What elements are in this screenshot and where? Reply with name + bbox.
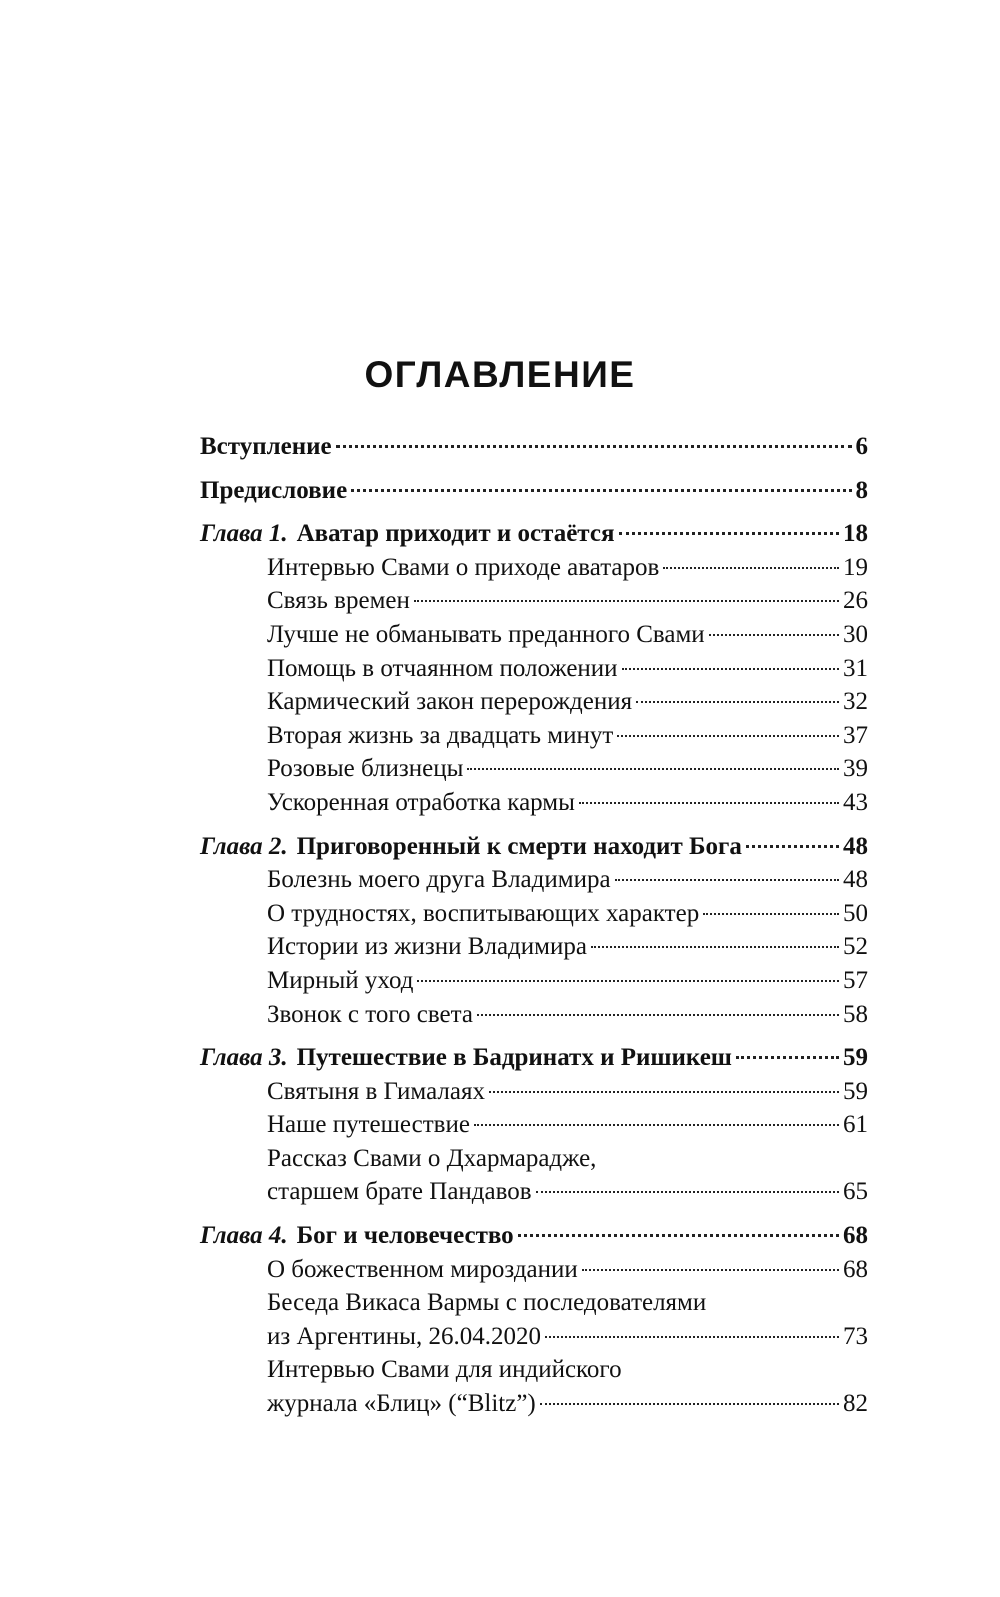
toc-item[interactable] [200, 1108, 868, 1142]
section-title: Предисловие [200, 476, 348, 504]
dot-leader [540, 1403, 839, 1405]
item-title-line2: журнала «Блиц» (“Blitz”) [267, 1390, 536, 1418]
dot-leader [536, 1191, 839, 1193]
dot-leader [467, 768, 839, 770]
page-number: 37 [843, 721, 868, 749]
toc-item[interactable] [200, 897, 868, 931]
item-title: Болезнь моего друга Владимира [267, 866, 611, 894]
item-title: Ускоренная отработка кармы [267, 788, 575, 816]
dot-leader [477, 1014, 839, 1016]
chapter-label: Глава 3. [200, 1044, 288, 1072]
page-number: 6 [855, 433, 868, 460]
item-title-line1: Интервью Свами для индийского [267, 1356, 622, 1384]
toc-chapter-3[interactable] [200, 1041, 868, 1075]
item-title: Связь времен [267, 587, 410, 615]
item-title: Помощь в отчаянном положении [267, 654, 618, 682]
dot-leader [489, 1091, 839, 1093]
dot-leader [518, 1234, 839, 1237]
dot-leader [622, 668, 839, 670]
page-number: 58 [843, 1000, 868, 1028]
toc-item[interactable] [200, 1075, 868, 1109]
toc-chapter-4[interactable] [200, 1219, 868, 1253]
page-number: 48 [843, 866, 868, 894]
page-number: 31 [843, 654, 868, 682]
toc-item[interactable] [200, 998, 868, 1032]
chapter-label: Глава 1. [200, 520, 288, 548]
dot-leader [703, 913, 839, 915]
dot-leader [591, 946, 839, 948]
chapter-name: Приговоренный к смерти находит Бога [296, 832, 742, 860]
item-title: Звонок с того света [267, 1000, 473, 1028]
chapter-title [200, 1041, 732, 1075]
toc-item[interactable] [200, 584, 868, 618]
toc-item[interactable] [200, 551, 868, 585]
dot-leader [619, 532, 839, 535]
dot-leader [414, 600, 839, 602]
item-title: Святыня в Гималаях [267, 1077, 485, 1105]
page-number: 52 [843, 933, 868, 961]
page-number: 59 [843, 1077, 868, 1105]
page-number: 39 [843, 755, 868, 783]
item-title: О божественном мироздании [267, 1255, 578, 1283]
chapter-title [200, 830, 742, 864]
toc-item[interactable] [200, 786, 868, 820]
item-title-line2: из Аргентины, 26.04.2020 [267, 1322, 541, 1350]
page-number: 30 [843, 620, 868, 648]
toc-item-multiline[interactable] [200, 1286, 868, 1353]
dot-leader [579, 802, 839, 804]
chapter-title [200, 1219, 514, 1253]
toc-item[interactable] [200, 964, 868, 998]
page-number: 65 [843, 1178, 868, 1206]
chapter-label: Глава 4. [200, 1222, 288, 1250]
page-title: ОГЛАВЛЕНИЕ [364, 354, 636, 395]
item-title: О трудностях, воспитывающих характер [267, 899, 700, 927]
toc-item[interactable] [200, 1253, 868, 1287]
item-title: Розовые близнецы [267, 755, 464, 783]
item-title-line1: Рассказ Свами о Дхармарадже, [267, 1144, 597, 1172]
page-number: 19 [843, 553, 868, 581]
toc-chapter-1[interactable] [200, 517, 868, 551]
dot-leader [636, 701, 839, 703]
toc-item[interactable] [200, 685, 868, 719]
toc-item-multiline[interactable] [200, 1353, 868, 1420]
toc-section-preface[interactable] [200, 474, 868, 508]
toc-item[interactable] [200, 652, 868, 686]
item-title: Интервью Свами о приходе аватаров [267, 553, 660, 581]
dot-leader [474, 1124, 839, 1126]
item-title: Вторая жизнь за двадцать минут [267, 721, 614, 749]
chapter-label: Глава 2. [200, 832, 288, 860]
page-number: 73 [843, 1322, 868, 1350]
page-number: 59 [843, 1044, 868, 1072]
chapter-name: Путешествие в Бадринатх и Ришикеш [296, 1044, 732, 1072]
section-title: Вступление [200, 433, 332, 460]
page-number: 43 [843, 788, 868, 816]
page-number: 32 [843, 688, 868, 716]
toc-item-last-line [200, 1320, 868, 1354]
page-number: 50 [843, 899, 868, 927]
item-title-line1: Беседа Викаса Вармы с последователями [267, 1289, 707, 1317]
dot-leader [617, 735, 839, 737]
toc-chapter-2[interactable] [200, 830, 868, 864]
toc-section-intro[interactable] [200, 430, 868, 464]
page-number: 26 [843, 587, 868, 615]
dot-leader [351, 489, 851, 492]
page-number: 68 [843, 1222, 868, 1250]
dot-leader [736, 1056, 839, 1059]
page-number: 8 [855, 476, 868, 504]
toc-item[interactable] [200, 719, 868, 753]
page-number: 82 [843, 1390, 868, 1418]
chapter-name: Аватар приходит и остаётся [296, 520, 615, 548]
page-number: 61 [843, 1111, 868, 1139]
item-title: Мирный уход [267, 966, 414, 994]
toc-item[interactable] [200, 618, 868, 652]
toc-item[interactable] [200, 863, 868, 897]
page-number: 48 [843, 832, 868, 860]
page-number: 57 [843, 966, 868, 994]
dot-leader [615, 879, 839, 881]
chapter-name: Бог и человечество [296, 1222, 514, 1250]
toc-item[interactable] [200, 930, 868, 964]
dot-leader [746, 845, 839, 848]
item-title-line2: старшем брате Пандавов [267, 1178, 532, 1206]
dot-leader [417, 980, 839, 982]
item-title: Истории из жизни Владимира [267, 933, 587, 961]
page-number: 68 [843, 1255, 868, 1283]
item-title: Наше путешествие [267, 1111, 470, 1139]
item-title: Лучше не обманывать преданного Свами [267, 620, 705, 648]
dot-leader [336, 445, 852, 448]
toc-item-last-line [200, 1387, 868, 1421]
dot-leader [709, 634, 839, 636]
chapter-title [200, 517, 615, 551]
toc-item-last-line [200, 1175, 868, 1209]
page-number: 18 [843, 520, 868, 548]
dot-leader [582, 1269, 839, 1271]
toc-item-multiline[interactable] [200, 1142, 868, 1209]
table-of-contents [200, 430, 868, 1421]
dot-leader [663, 567, 839, 569]
toc-item[interactable] [200, 752, 868, 786]
dot-leader [545, 1336, 839, 1338]
item-title: Кармический закон перерождения [267, 688, 633, 716]
